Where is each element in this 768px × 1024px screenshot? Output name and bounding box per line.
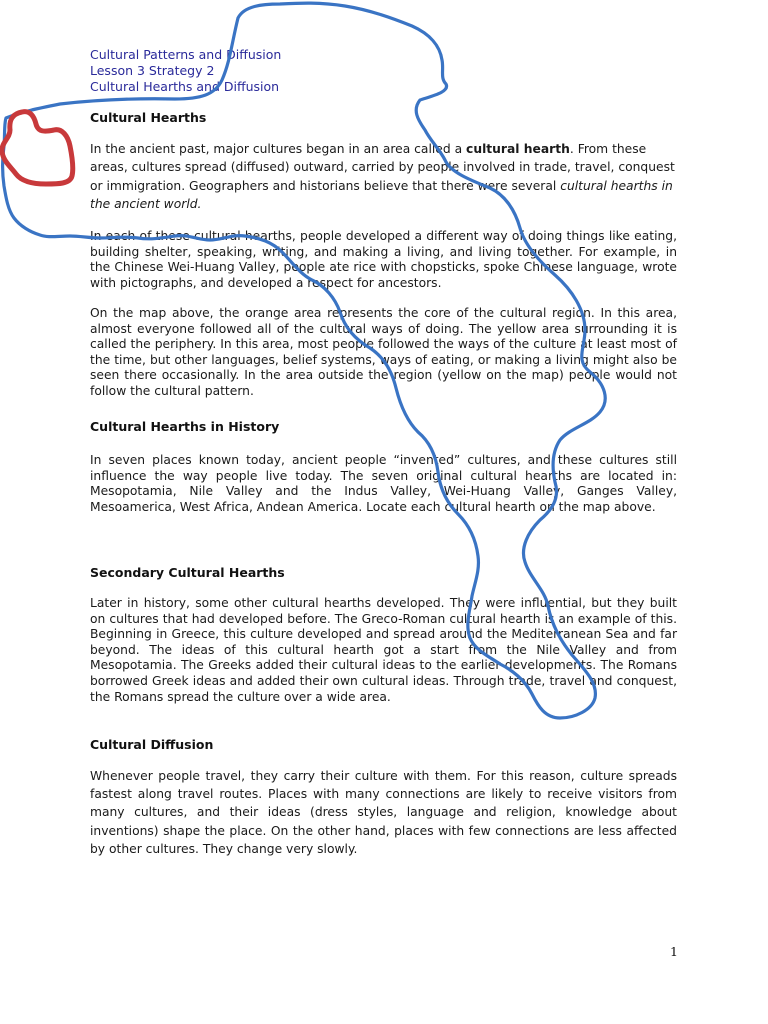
heading-hearths-history: Cultural Hearths in History: [90, 419, 280, 434]
intro-text-italic: cultural hearths in the ancient world.: [90, 178, 673, 211]
paragraph-hearths-intro: [90, 140, 677, 213]
paragraph-map-description: On the map above, the orange area represents the core of the cultural region. In this area, almost everyone followed all of the cultural ways of doing. The yellow area surrounding it is called the periphery. In this area, most people followed the ways of the culture at least most of the time, but other languages, belief systems, ways of eating, or making a living might also be seen there occasionally. In the area outside the region (yellow on the map) people would not follow the cultural pattern.: [90, 306, 677, 398]
heading-cultural-diffusion: Cultural Diffusion: [90, 737, 214, 752]
doc-header-topic: Cultural Hearths and Diffusion: [90, 79, 280, 94]
core-outline: [2, 112, 73, 184]
heading-secondary-hearths: Secondary Cultural Hearths: [90, 565, 285, 580]
paragraph-cultural-diffusion: Whenever people travel, they carry their culture with them. For this reason, culture spreads fastest along travel routes. Places with many connections are likely to receive visitors from many cultures, and their ideas (dress styles, language and religion, knowledge about inventions) shape the place. On the other hand, places with few connections are less affected by other cultures. They change very slowly.: [90, 769, 677, 856]
intro-text-b: . From these areas, cultures spread (diffused) outward, carried by people involved in trade, travel, conquest or immigration. Geographers and historians believe that there were several: [90, 142, 675, 193]
term-cultural-hearth: cultural hearth: [466, 142, 570, 156]
paragraph-secondary-hearths: Later in history, some other cultural hearths developed. They were influential, but they built on cultures that had developed before. The Greco-Roman cultural hearth is an example of this. Beginning in Greece, this culture developed and spread around the Mediterranean Sea and far beyond. The ideas of this cultural hearth got a start from the Nile Valley and from Mesopotamia. The Greeks added their cultural ideas to the earlier developments. The Romans borrowed Greek ideas and added their own cultural ideas. Through trade, travel and conquest, the Romans spread the culture over a wide area.: [90, 596, 677, 704]
heading-cultural-hearths: Cultural Hearths: [90, 110, 207, 125]
paragraph-hearths-history: In seven places known today, ancient people “invented” cultures, and these cultures still influence the way people live today. The seven original cultural hearths are located in: Mesopotamia, Nile Valley and the Indus Valley, Wei-Huang Valley, Ganges Valley, Mesoamerica, West Africa, Andean America. Locate each cultural hearth on the map above.: [90, 453, 677, 514]
page-number: 1: [670, 944, 678, 959]
paragraph-hearths-example: In each of these cultural hearths, people developed a different way of doing things like eating, building shelter, speaking, writing, and making a living, and living together. For example, in the Chinese Wei-Huang Valley, people ate rice with chopsticks, spoke Chinese language, wrote with pictographs, and developed a respect for ancestors.: [90, 229, 677, 290]
doc-header-course: Cultural Patterns and Diffusion: [90, 47, 282, 62]
doc-header-lesson: Lesson 3 Strategy 2: [90, 63, 215, 78]
intro-text-a: In the ancient past, major cultures began in an area called a: [90, 142, 467, 156]
